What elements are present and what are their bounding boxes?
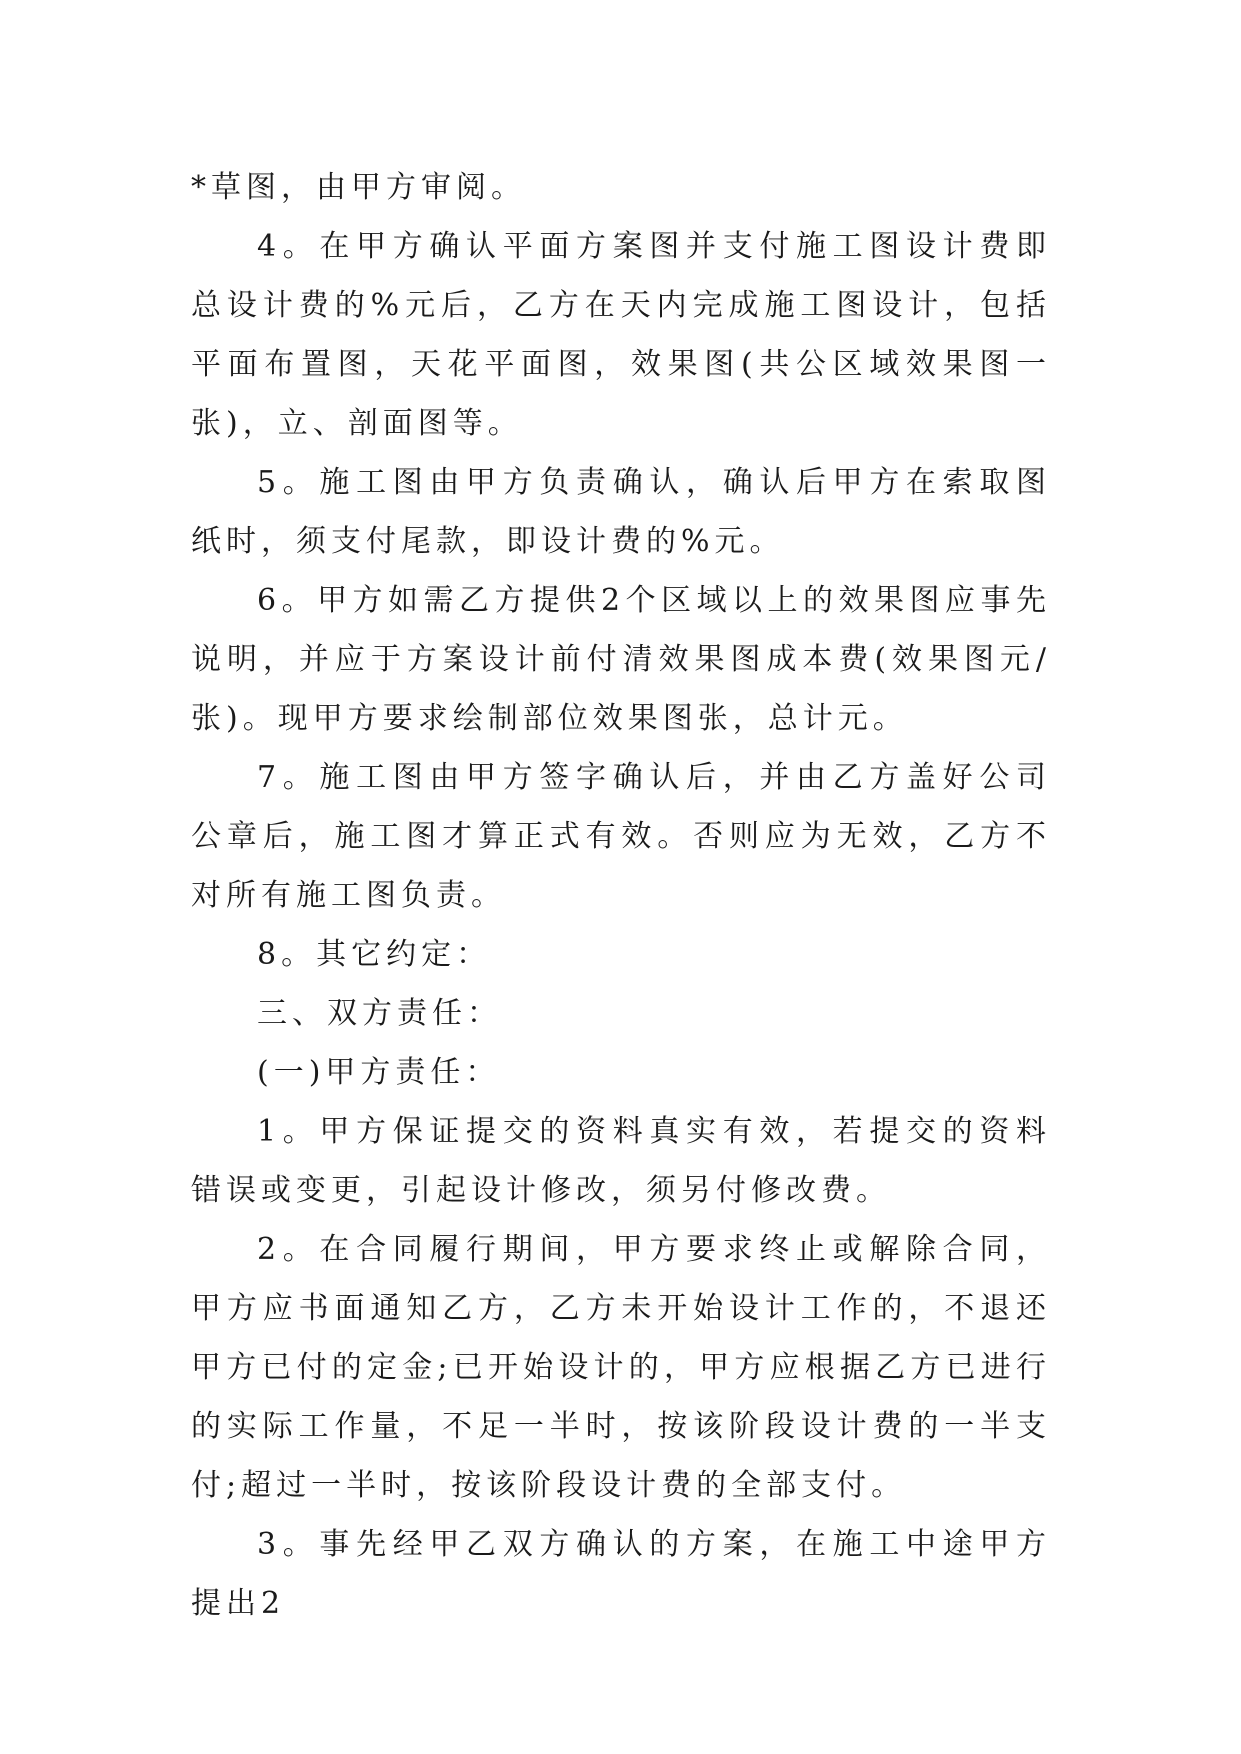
paragraph-party-a-item-2: 2。在合同履行期间，甲方要求终止或解除合同，甲方应书面通知乙方，乙方未开始设计工作的，不退还甲方已付的定金;已开始设计的，甲方应根据乙方已进行的实际工作量，不足一半时，按该阶段设计费的一半支付;超过一半时，按该阶段设计费的全部支付。 <box>191 1232 1051 1503</box>
subsection-heading-party-a: (一)甲方责任： <box>257 1055 501 1090</box>
paragraph-clause-4: 4。在甲方确认平面方案图并支付施工图设计费即总设计费的%元后，乙方在天内完成施工图设计，包括平面布置图，天花平面图，效果图(共公区域效果图一张)，立、剖面图等。 <box>191 229 1051 441</box>
paragraph-sketch-review: *草图，由甲方审阅。 <box>191 170 526 205</box>
document-body <box>191 158 1051 1633</box>
paragraph-party-a-item-3: 3。事先经甲乙双方确认的方案，在施工中途甲方提出2 <box>191 1527 1051 1621</box>
section-heading-responsibilities: 三、双方责任： <box>257 996 502 1031</box>
paragraph-clause-8: 8。其它约定： <box>257 937 492 972</box>
paragraph-party-a-item-1: 1。甲方保证提交的资料真实有效，若提交的资料错误或变更，引起设计修改，须另付修改费。 <box>191 1114 1051 1208</box>
paragraph-clause-6: 6。甲方如需乙方提供2个区域以上的效果图应事先说明，并应于方案设计前付清效果图成本费(效果图元/张)。现甲方要求绘制部位效果图张，总计元。 <box>191 583 1051 736</box>
paragraph-clause-7: 7。施工图由甲方签字确认后，并由乙方盖好公司公章后，施工图才算正式有效。否则应为无效，乙方不对所有施工图负责。 <box>191 760 1051 913</box>
paragraph-clause-5: 5。施工图由甲方负责确认，确认后甲方在索取图纸时，须支付尾款，即设计费的%元。 <box>191 465 1051 559</box>
